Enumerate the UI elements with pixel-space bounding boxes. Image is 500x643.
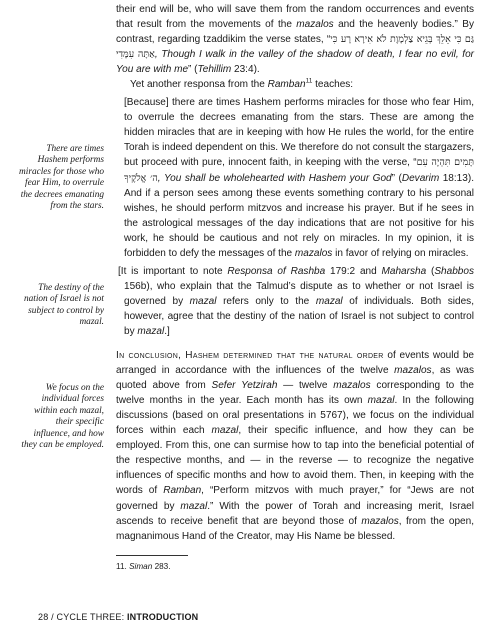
folio-section: INTRODUCTION <box>126 612 199 622</box>
text-run: teaches: <box>312 79 354 91</box>
italic-term: mazal <box>315 295 343 307</box>
text-run: of events would be arranged in accordance with the influences of the twelve <box>116 350 474 377</box>
text-run: ” ( <box>391 172 402 184</box>
text-run: Yet another responsa from the <box>130 79 268 91</box>
italic-term: , You shall be wholehearted with Hashem your God <box>157 172 392 184</box>
text-run: — twelve <box>277 380 334 392</box>
bracketed-note <box>118 264 474 339</box>
italic-term: mazal <box>189 295 217 307</box>
text-run: , “Perform mitzvos with much prayer,” for “Jews are not governed by <box>116 485 475 512</box>
margin-note: There are times Hashem performs miracles for those who fear Him, to overrule the decrees emanating from the stars. <box>19 144 104 212</box>
italic-term: Devarim <box>401 172 440 184</box>
text-run: 23:4). <box>231 64 260 76</box>
margin-note: The destiny of the nation of Israel is not subject to control by mazal. <box>23 283 104 328</box>
text-run: ( <box>426 265 435 277</box>
italic-term: Sefer Yetzirah <box>211 380 278 392</box>
text-run: of individuals. Both sides, however, agree that the destiny of the nation of Israel is not subject to control by <box>124 295 474 337</box>
italic-term: mazal <box>367 395 395 407</box>
text-run: corresponding to the twelve months in the year. Each month has its own <box>116 380 474 407</box>
text-run: ” ( <box>188 64 198 76</box>
italic-term: Ramban <box>163 485 202 497</box>
page-folio <box>38 612 198 622</box>
text-run: . In the following discussions (based on oral presentations in 5767), we focus on the individual forces within each <box>116 395 475 437</box>
hebrew-verse: תָּמִים תִּהְיֶה עִם ה׳ אֱלֹקֶיךָ <box>124 157 475 184</box>
italic-term: Ramban <box>267 79 306 91</box>
italic-term: mazalos <box>296 19 334 31</box>
italic-term: Responsa of Rashba <box>227 265 326 277</box>
text-run: 18:13). And if a person sees among these events something contrary to his personal wishes, he should perform mitzvos and increase his prayer. But if he sees in the astrological messages of the day indications that are not positive for his work, he should be cautious and not rely on miracles. In my opinion, it is forbidden to defy the messages of the <box>124 172 474 259</box>
text-run: , as was quoted above from <box>116 365 474 392</box>
text-run: .] <box>164 325 170 337</box>
footnote-divider <box>116 555 188 556</box>
paragraph <box>116 2 474 77</box>
text-run: , from the open, magnanimous Hand of the Creator, may His Name be blessed. <box>116 515 475 542</box>
lead-in-small-caps: In conclusion, Hashem determined that the natural order <box>116 350 384 362</box>
text-run: in favor of relying on miracles. <box>332 247 469 259</box>
footnote-marker: 11 <box>305 77 313 85</box>
text-run: refers only to the <box>216 295 316 307</box>
text-run: 179:2 and <box>325 265 382 277</box>
italic-term: , Though I walk in the valley of the shadow of death, I fear no evil, for You are with me <box>116 49 474 76</box>
text-run: 156b), who explain that the Talmud’s dispute as to whether or not Israel is governed by <box>124 280 474 307</box>
italic-term: mazalos <box>394 365 432 377</box>
text-run: [It is important to note <box>118 265 228 277</box>
italic-term: mazalos <box>333 380 371 392</box>
italic-term: mazalos <box>361 515 399 527</box>
footnote <box>116 561 474 572</box>
italic-term: mazal <box>180 500 208 512</box>
italic-term: Tehillim <box>197 64 232 76</box>
italic-term: Maharsha <box>381 265 427 277</box>
italic-term: mazal <box>211 425 239 437</box>
text-run: and the heavenly bodies.” By contrast, regarding tzaddikim the verse states, “ <box>116 19 474 46</box>
italic-term: mazal <box>137 325 165 337</box>
italic-term: Shabbos <box>434 265 474 277</box>
main-text-column <box>116 2 474 544</box>
footnote-reference: 283. <box>154 562 171 571</box>
block-quote <box>124 95 474 261</box>
text-run: their end will be, who will save them from the random occurrences and events that result from the movements of the <box>116 4 474 31</box>
italic-term: mazalos <box>294 247 333 259</box>
hebrew-verse: גַּם כִּי אֵלֵךְ בְּגֵיא צַלְמָוֶת לֹא אִירָא רָע כִּי אַתָּה עִמָּדִי <box>116 34 474 61</box>
footnote-number: 11. <box>116 562 127 571</box>
text-run: .” With the power of Torah and increasing merit, Israel ascends to receive benefit that are beyond those of <box>116 500 474 527</box>
paragraph <box>116 77 474 92</box>
folio-prefix: 28 / CYCLE THREE: <box>38 612 127 622</box>
margin-note: We focus on the individual forces within each mazal, their specific influence, and how they can be employed. <box>21 383 104 451</box>
text-run: [Because] there are times Hashem performs miracles for those who fear Him, to overrule the decrees emanating from the stars. These are among the hidden miracles that are in keeping with how He rules the world, for the entire Torah is indeed dependent on this. We therefore do not consult the stargazers, but proceed with pure, innocent faith, in keeping with the verse, “ <box>124 97 474 169</box>
paragraph <box>116 348 474 544</box>
footnote-source: Siman <box>129 562 153 571</box>
text-run: , their specific influence, and how they can be employed. From this, one can surmise how to tap into the beneficial potential of the respective months, and — in the reverse — to recognize the negative influences of specific months and how to avoid them. Then, in keeping with the words of <box>116 425 474 497</box>
